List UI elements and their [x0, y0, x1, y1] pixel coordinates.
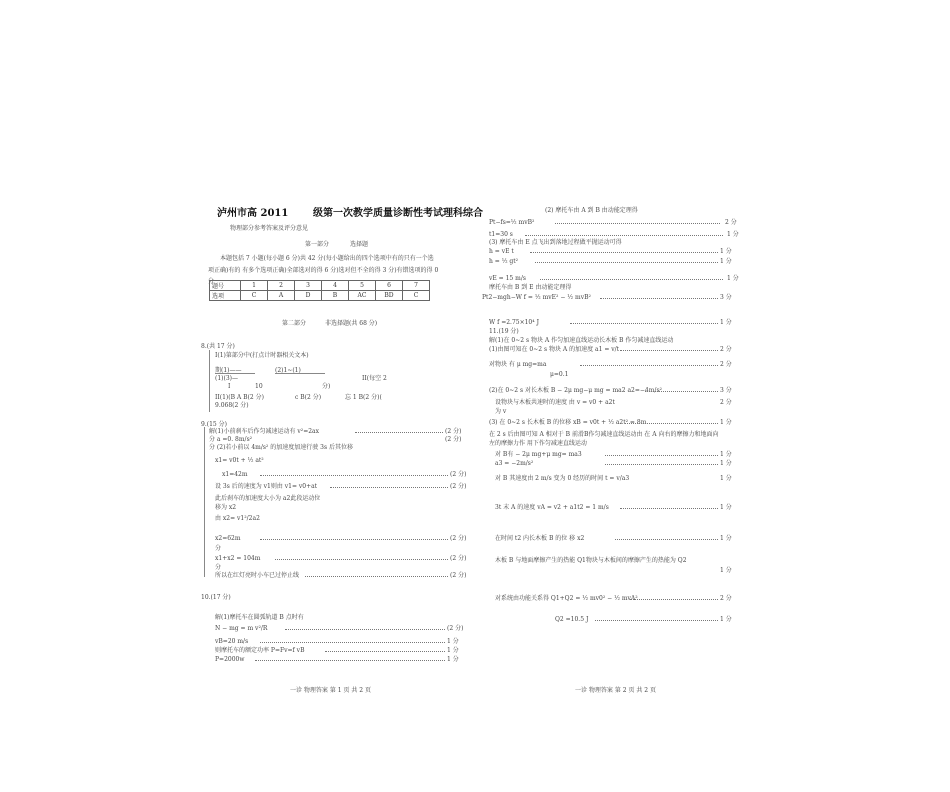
q10-score: (2 分) [447, 625, 464, 632]
q8-line: (1)(3)— [215, 375, 238, 382]
doc-title-part-b: 级第一次教学质量诊断性考试理科综合 [313, 208, 483, 219]
q10-heading: 10.(17 分) [201, 594, 231, 601]
r-line: W f =2.75×10⁴ J [489, 319, 539, 326]
r-line: (2) 摩托车由 A 到 B 由动能定理得 [545, 207, 638, 214]
score-leader [620, 508, 718, 509]
r-score: 3 分 [720, 387, 732, 394]
r-score: 2 分 [725, 219, 737, 226]
score-leader [525, 235, 723, 236]
score-leader [355, 432, 443, 433]
fraction-bar [275, 373, 325, 374]
r-line: 为 v [495, 408, 507, 415]
q9-line: 分 [215, 564, 222, 571]
score-leader [330, 487, 448, 488]
q11-heading: 11.(19 分) [489, 328, 519, 335]
table-cell: C [403, 291, 430, 301]
q9-line: x1= v0t + ½ at² [215, 457, 264, 464]
r-line: 3t 末 A 的速度 vA = v2 + a1t2 = 1 m/s [495, 504, 609, 511]
q10-score: 1 分 [447, 638, 459, 645]
q9-line: 解(1)小前刹车后作匀减速运动有 v²=2ax [209, 428, 320, 435]
table-cell: 4 [322, 281, 349, 291]
r-line: 摩托车由 B 到 E 由动能定理得 [489, 284, 572, 291]
q9-line: 此后刹车的加速度大小为 a2此段运动位 [215, 495, 321, 502]
r-line: 对系统由功能关系得 Q1+Q2 = ½ mv0² − ½ mvA² [495, 595, 638, 602]
intro-line-3: 分 [208, 278, 215, 285]
q8-line: 10 [255, 383, 263, 390]
margin-rule [204, 427, 205, 577]
q8-line: I(1)第部分中(打点计时器相关文本) [215, 352, 309, 359]
table-cell: 1 [241, 281, 268, 291]
q10-line: vB=20 m/s [215, 638, 249, 645]
r-line: 对 B有 − 2μ mg+μ mg= ma3 [495, 451, 582, 458]
r-line: μ=0.1 [550, 371, 569, 378]
table-cell: 题号 [210, 281, 241, 291]
r-line: 在 2 s 后由图可知 A 相对于 B 前滑B作匀减速直线运动由 在 A 向右的摩擦力和地面向 [489, 431, 719, 438]
intro-line-1: 本题包括 7 小题(每小题 6 分)共 42 分(每小题给出的四个选项中有的只有一个选 [220, 255, 434, 262]
part1-label: 第一部分 [305, 241, 330, 248]
table-cell: 选项 [210, 291, 241, 301]
r-score: 1 分 [720, 616, 732, 623]
score-leader [540, 279, 723, 280]
page-footer: 一诊 物理答案 第 1 页 共 2 页 [290, 687, 371, 694]
table-cell: C [241, 291, 268, 301]
score-leader [605, 455, 718, 456]
score-leader [530, 252, 718, 253]
q9-line: 分 (2)若小前以 4m/s² 的加速度加速行驶 3s 后其位移 [209, 444, 353, 451]
fraction-bar [215, 373, 255, 374]
q9-line: 移为 x2 [215, 504, 237, 511]
q9-score: (2 分) [450, 483, 467, 490]
r-line: (1)由图可知在 0~2 s 物块 A 的加速度 a1 = v/t [489, 346, 620, 353]
q9-line: 由 x2= v1²/2a2 [215, 515, 260, 522]
page-footer: 一诊 物理答案 第 2 页 共 2 页 [575, 687, 656, 694]
table-row [210, 291, 430, 301]
r-line: (3) 在 0~2 s 长木板 B 的位移 xB = v0t + ½ a2t² = 8m [489, 419, 647, 426]
r-score: 1 分 [720, 535, 732, 542]
q9-score: (2 分) [450, 471, 467, 478]
score-leader [260, 642, 445, 643]
score-leader [595, 620, 718, 621]
q8-heading: 8.(共 17 分) [201, 343, 235, 350]
q9-line: 分 a =0. 8m/s² [209, 436, 253, 443]
r-score: 1 分 [720, 504, 732, 511]
q10-line: 则摩托车的额定功率 P=Fv=f vB [215, 647, 305, 654]
answer-table [209, 280, 430, 301]
q8-line: II(每空 2 [362, 375, 387, 382]
r-line: a3 = −2m/s² [495, 460, 534, 467]
q8-line: (2)1~(1) [275, 367, 301, 374]
r-line: 在时间 t2 内长木板 B 的位 移 x2 [495, 535, 585, 542]
r-line: 对 B 其速度由 2 m/s 变为 0 经历的时间 t = v/a3 [495, 475, 630, 482]
r-score: 1 分 [720, 475, 732, 482]
q8-line: c B(2 分) [295, 394, 322, 401]
q9-score: (2 分) [445, 428, 462, 435]
table-cell: BD [376, 291, 403, 301]
score-leader [305, 576, 448, 577]
q10-line: P=2000w [215, 656, 245, 663]
score-leader [600, 298, 718, 299]
q9-line: x2=62m [215, 535, 241, 542]
table-cell: 3 [295, 281, 322, 291]
part1-name: 选择题 [350, 241, 369, 248]
table-cell: AC [349, 291, 376, 301]
q10-line: 解(1)摩托车在圆弧轨道 B 点时有 [215, 614, 304, 621]
r-line: t1=30 s [489, 231, 513, 238]
r-line: 设物块与木板共速时的速度 由 v = v0 + a2t [495, 399, 615, 406]
table-row [210, 281, 430, 291]
q8-line: II(1)(B A B(2 分) [215, 394, 264, 401]
r-line: (2)在 0~2 s 对长木板 B − 2μ mg−μ mg = ma2 a2=−4m/s² [489, 387, 662, 394]
r-score: 2 分 [720, 399, 732, 406]
q9-score: (2 分) [450, 572, 467, 579]
r-line: 对物块 有 μ mg=ma [489, 361, 547, 368]
score-leader [570, 323, 718, 324]
r-score: 2 分 [720, 595, 732, 602]
r-score: 1 分 [727, 275, 739, 282]
score-leader [260, 539, 448, 540]
part2-label: 第二部分 [282, 320, 307, 327]
table-cell: 7 [403, 281, 430, 291]
r-score: 1 分 [720, 451, 732, 458]
q9-line: x1=42m [222, 471, 248, 478]
q8-line: 9.068(2 分) [215, 402, 249, 409]
r-score: 1 分 [720, 248, 732, 255]
table-cell: 5 [349, 281, 376, 291]
r-score: 1 分 [720, 419, 732, 426]
q10-score: 1 分 [447, 656, 459, 663]
r-line: h = ½ gt² [489, 258, 519, 265]
margin-rule [209, 350, 210, 412]
r-line: Q2 =10.5 J [555, 616, 589, 623]
table-cell: D [295, 291, 322, 301]
r-score: 1 分 [720, 258, 732, 265]
r-line: 左的摩擦力作 用下作匀减速直线运动 [489, 440, 587, 447]
r-score: 1 分 [720, 319, 732, 326]
score-leader [255, 660, 445, 661]
part2-name: 非选择题(共 68 分) [325, 320, 378, 327]
table-cell: B [322, 291, 349, 301]
answer-page-2 [482, 195, 760, 705]
r-score: 1 分 [720, 567, 732, 574]
score-leader [630, 599, 718, 600]
r-line: h = vE t [489, 248, 514, 255]
r-line: Pt2−mgh−W f = ½ mvE² − ½ mvB² [482, 294, 591, 301]
q9-score: (2 分) [450, 555, 467, 562]
q8-line: I [228, 383, 231, 390]
table-cell: 6 [376, 281, 403, 291]
r-line: Pt−fs=½ mvB² [489, 219, 535, 226]
score-leader [275, 559, 448, 560]
r-score: 1 分 [720, 460, 732, 467]
q9-line: 设 3s 后的速度为 v1则由 v1= v0+at [215, 483, 318, 490]
q9-line: x1+x2 = 104m [215, 555, 261, 562]
q9-line: 所以在红灯亮时小车已过停止线 [215, 572, 300, 579]
q10-line: N − mg = m v²/R [215, 625, 268, 632]
score-leader [615, 539, 718, 540]
score-leader [535, 262, 718, 263]
score-leader [260, 475, 448, 476]
score-leader [580, 365, 718, 366]
q9-heading: 9.(15 分) [201, 421, 227, 428]
r-score: 2 分 [720, 346, 732, 353]
r-score: 1 分 [727, 231, 739, 238]
doc-title-part-a: 泸州市高 2011 [217, 208, 289, 219]
intro-line-2: 项正确)有的 有多个选项正确)全部选对的得 6 分)选对但不全的得 3 分)有错选项的得 0 [208, 267, 439, 274]
r-line: 木板 B 与地面摩擦产生的热能 Q1物块与木板间的摩擦产生的热能为 Q2 [495, 557, 687, 564]
q8-line: 忘 1 B(2 分)( [345, 394, 382, 401]
score-leader [555, 223, 720, 224]
table-cell: 2 [268, 281, 295, 291]
r-line: 解(1)在 0~2 s 物块 A 作匀加速直线运动长木板 B 作匀减速直线运动 [489, 337, 674, 344]
q8-line: 分) [322, 383, 331, 390]
score-leader [645, 391, 718, 392]
score-leader [325, 651, 445, 652]
r-line: vE = 15 m/s [489, 275, 526, 282]
q9-line: 分 [215, 545, 222, 552]
q9-score: (2 分) [445, 436, 462, 443]
score-leader [285, 629, 445, 630]
r-score: 2 分 [720, 361, 732, 368]
answer-page-1 [200, 195, 483, 705]
r-line: (3) 摩托车由 E 点飞出到落地过程做平抛运动可得 [489, 239, 622, 246]
score-leader [605, 464, 718, 465]
score-leader [625, 423, 718, 424]
doc-subtitle: 物理部分参考答案及评分意见 [230, 225, 309, 232]
q10-score: 1 分 [447, 647, 459, 654]
q9-score: (2 分) [450, 535, 467, 542]
score-leader [620, 350, 718, 351]
q8-line: 期(1)—— [215, 367, 242, 374]
r-score: 3 分 [720, 294, 732, 301]
table-cell: A [268, 291, 295, 301]
